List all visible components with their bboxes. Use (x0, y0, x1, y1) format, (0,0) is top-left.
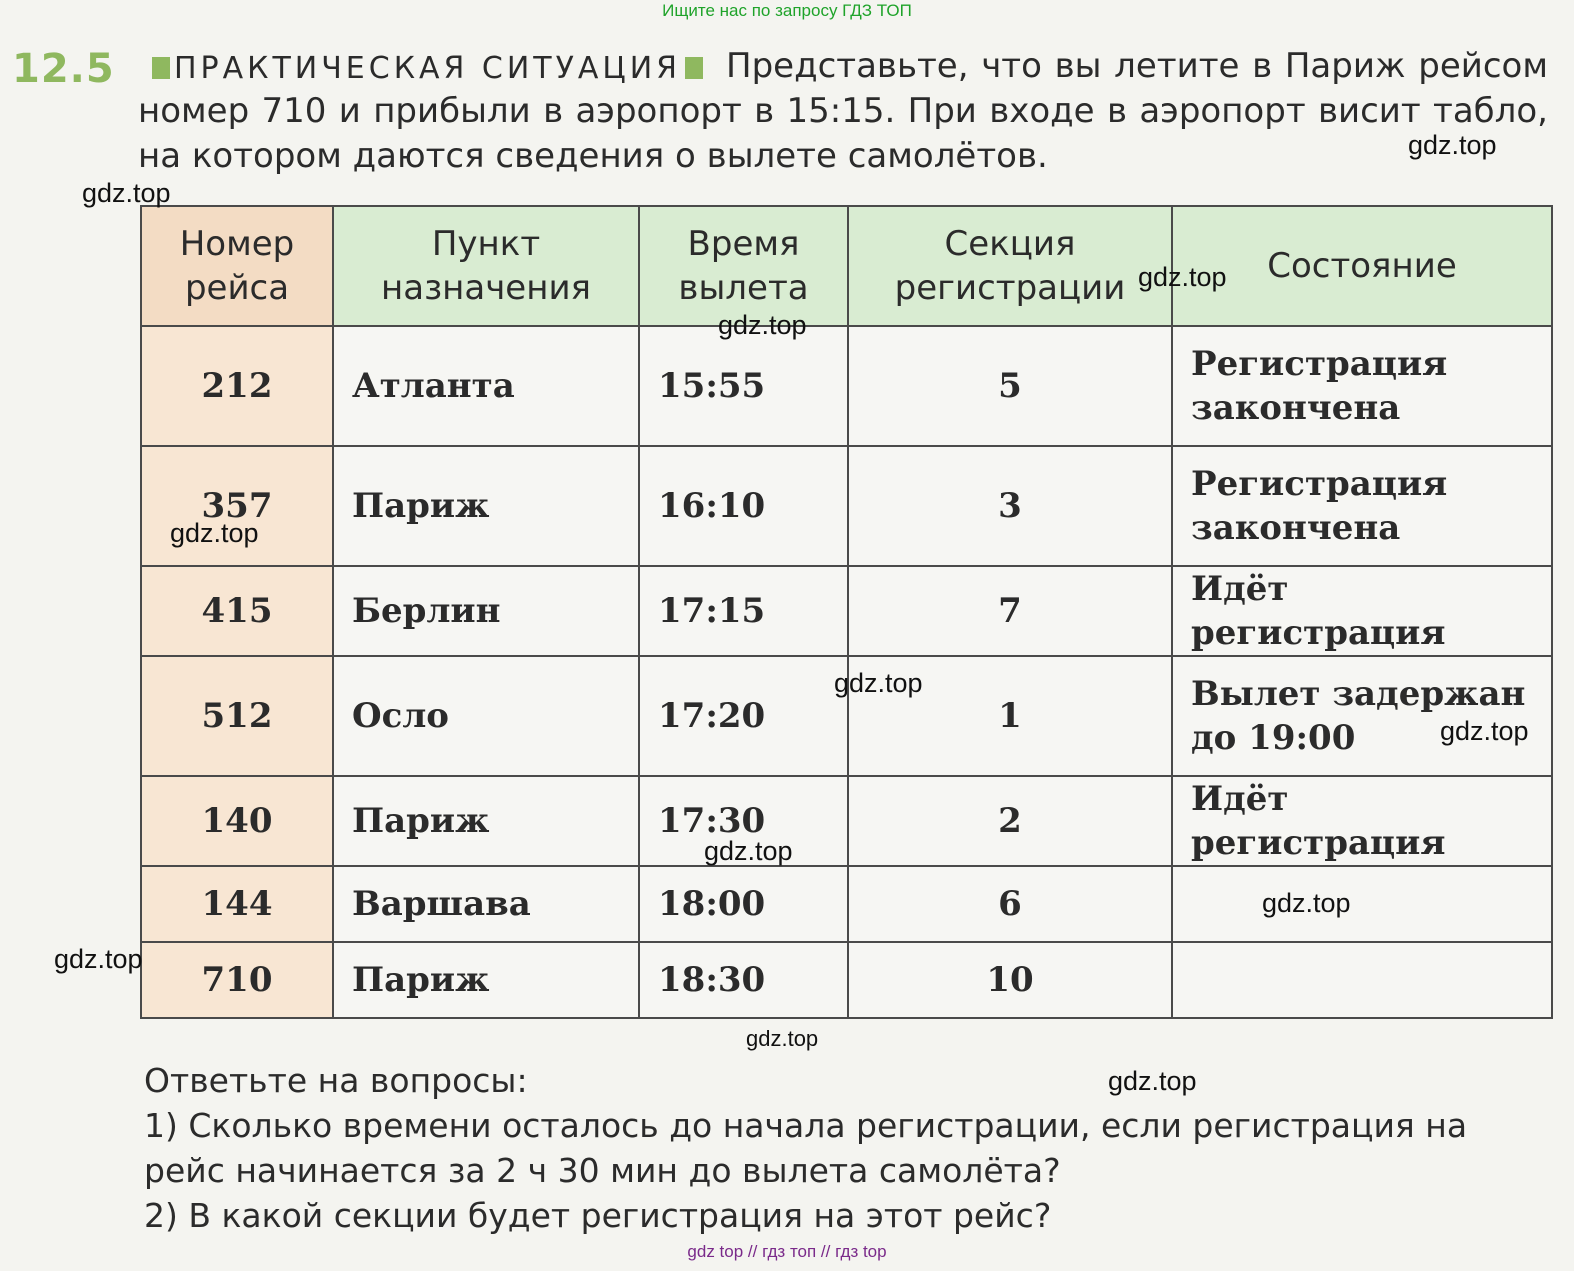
cell-flight: 415 (141, 566, 333, 656)
cell-status: Идёт регистрация (1172, 566, 1552, 656)
label-marker-left (152, 57, 170, 79)
header-departure-time: Время вылета (639, 206, 848, 326)
cell-status: Регистрация закончена (1172, 446, 1552, 566)
cell-flight: 140 (141, 776, 333, 866)
cell-status (1172, 942, 1552, 1018)
task-label-text: ПРАКТИЧЕСКАЯ СИТУАЦИЯ (174, 50, 682, 86)
cell-destination: Париж (333, 942, 639, 1018)
question-2: 2) В какой секции будет регистрация на этот рейс? (144, 1196, 1052, 1235)
bottom-banner: gdz top // гдз топ // гдз top (687, 1242, 887, 1261)
cell-time: 17:30 (639, 776, 848, 866)
cell-section: 5 (848, 326, 1172, 446)
cell-time: 17:20 (639, 656, 848, 776)
watermark: gdz.top (746, 1026, 819, 1051)
cell-section: 2 (848, 776, 1172, 866)
watermark: gdz.top (54, 944, 143, 974)
watermark: gdz.top (718, 310, 807, 340)
task-number: 12.5 (12, 46, 115, 92)
watermark: gdz.top (1408, 130, 1497, 160)
table-row (141, 566, 1552, 656)
table-row (141, 776, 1552, 866)
cell-destination: Париж (333, 776, 639, 866)
header-status: Состояние (1172, 206, 1552, 326)
cell-destination: Атланта (333, 326, 639, 446)
questions-block (144, 1058, 1554, 1238)
cell-section: 6 (848, 866, 1172, 942)
question-1: 1) Сколько времени осталось до начала регистрации, если регистрация на рейс начинается за 2 ч 30 мин до вылета самолёта? (144, 1106, 1468, 1190)
watermark: gdz.top (1108, 1066, 1197, 1096)
questions-heading: Ответьте на вопросы: (144, 1061, 528, 1100)
cell-destination: Берлин (333, 566, 639, 656)
cell-flight: 144 (141, 866, 333, 942)
cell-section: 1 (848, 656, 1172, 776)
cell-flight: 710 (141, 942, 333, 1018)
cell-flight: 357 (141, 446, 333, 566)
cell-destination: Осло (333, 656, 639, 776)
intro-text: Представьте, что вы летите в Париж рейсом номер 710 и прибыли в аэропорт в 15:15. При входе в аэропорт висит табло, на котором даются сведения о вылете самолётов. (138, 46, 1548, 176)
header-destination: Пункт назначения (333, 206, 639, 326)
watermark: gdz.top (82, 178, 171, 208)
top-banner: Ищите нас по запросу ГДЗ ТОП (662, 1, 912, 20)
cell-time: 18:00 (639, 866, 848, 942)
cell-section: 10 (848, 942, 1172, 1018)
cell-time: 18:30 (639, 942, 848, 1018)
cell-time: 16:10 (639, 446, 848, 566)
watermark: gdz.top (170, 518, 259, 548)
header-flight-number: Номер рейса (141, 206, 333, 326)
label-marker-right (685, 57, 703, 79)
table-row (141, 942, 1552, 1018)
cell-flight: 512 (141, 656, 333, 776)
cell-section: 3 (848, 446, 1172, 566)
cell-status: Регистрация закончена (1172, 326, 1552, 446)
watermark: gdz.top (1262, 888, 1351, 918)
cell-section: 7 (848, 566, 1172, 656)
cell-status: Вылет задержан до 19:00 (1172, 656, 1552, 776)
table-row (141, 326, 1552, 446)
cell-time: 15:55 (639, 326, 848, 446)
watermark: gdz.top (704, 836, 793, 866)
cell-destination: Париж (333, 446, 639, 566)
watermark: gdz.top (1138, 262, 1227, 292)
table-row (141, 446, 1552, 566)
cell-destination: Варшава (333, 866, 639, 942)
watermark: gdz.top (834, 668, 923, 698)
cell-flight: 212 (141, 326, 333, 446)
task-label (148, 46, 707, 90)
cell-status: Идёт регистрация (1172, 776, 1552, 866)
header-checkin-section: Секция регистрации (848, 206, 1172, 326)
cell-time: 17:15 (639, 566, 848, 656)
cell-status (1172, 866, 1552, 942)
watermark: gdz.top (1440, 716, 1529, 746)
